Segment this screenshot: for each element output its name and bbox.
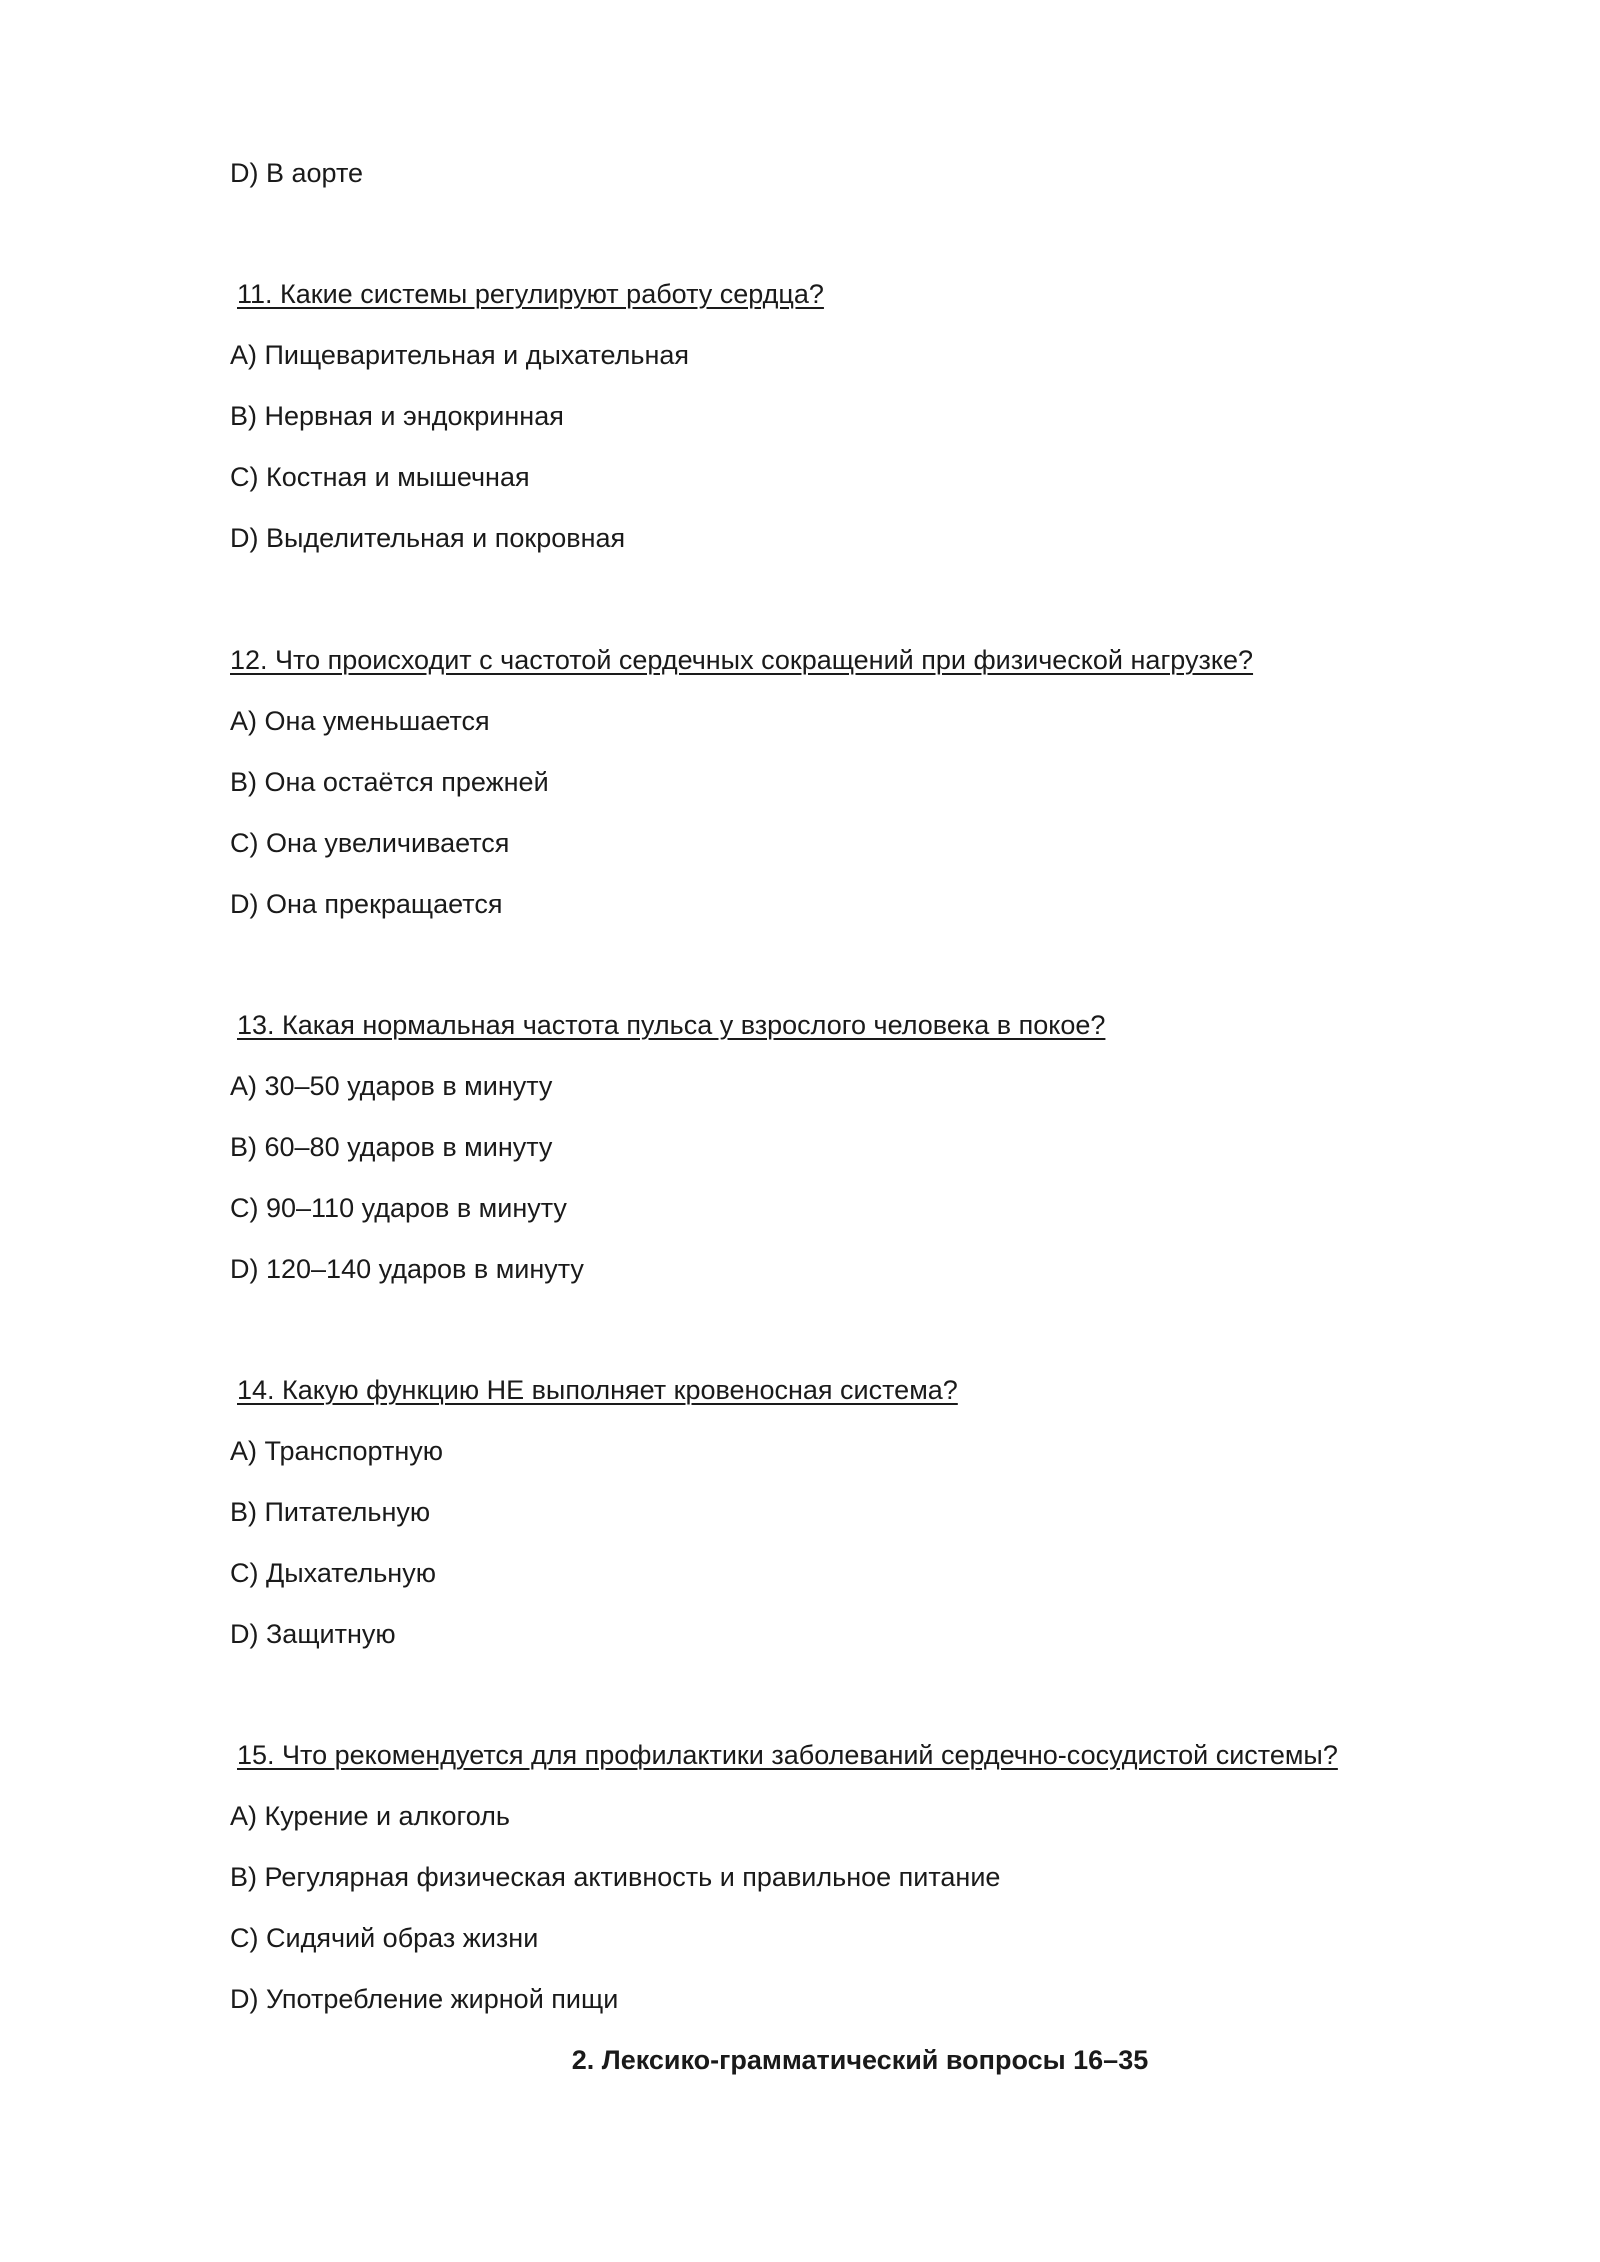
question-13-option-d: D) 120–140 ударов в минуту xyxy=(230,1254,584,1284)
question-14-option-d: D) Защитную xyxy=(230,1619,396,1649)
question-14-option-a: A) Транспортную xyxy=(230,1436,444,1466)
question-15-option-b: B) Регулярная физическая активность и правильное питание xyxy=(230,1862,1001,1892)
question-11-option-d: D) Выделительная и покровная xyxy=(230,523,626,553)
section-heading: 2. Лексико-грамматический вопросы 16–35 xyxy=(571,2045,1149,2075)
question-12: 12. Что происходит с частотой сердечных сокращений при физической нагрузке? xyxy=(230,645,1254,675)
question-11-option-c: C) Костная и мышечная xyxy=(230,462,530,492)
question-15: 15. Что рекомендуется для профилактики заболеваний сердечно-сосудистой системы? xyxy=(237,1740,1338,1770)
question-13-option-a: A) 30–50 ударов в минуту xyxy=(230,1071,553,1101)
question-13: 13. Какая нормальная частота пульса у взрослого человека в покое? xyxy=(237,1010,1106,1040)
question-15-option-d: D) Употребление жирной пищи xyxy=(230,1984,619,2014)
question-12-option-b: B) Она остаётся прежней xyxy=(230,767,549,797)
question-12-option-c: C) Она увеличивается xyxy=(230,828,510,858)
option-prev-d: D) В аорте xyxy=(230,158,364,188)
question-12-option-d: D) Она прекращается xyxy=(230,889,503,919)
question-14-option-b: B) Питательную xyxy=(230,1497,431,1527)
question-14-option-c: C) Дыхательную xyxy=(230,1558,436,1588)
question-13-option-b: B) 60–80 ударов в минуту xyxy=(230,1132,553,1162)
question-11-option-b: B) Нервная и эндокринная xyxy=(230,401,564,431)
question-13-option-c: C) 90–110 ударов в минуту xyxy=(230,1193,567,1223)
question-11: 11. Какие системы регулируют работу сердца? xyxy=(237,279,824,309)
question-12-option-a: A) Она уменьшается xyxy=(230,706,490,736)
question-11-option-a: A) Пищеварительная и дыхательная xyxy=(230,340,690,370)
question-15-option-c: C) Сидячий образ жизни xyxy=(230,1923,539,1953)
question-14: 14. Какую функцию НЕ выполняет кровеносная система? xyxy=(237,1375,958,1405)
question-15-option-a: A) Курение и алкоголь xyxy=(230,1801,510,1831)
